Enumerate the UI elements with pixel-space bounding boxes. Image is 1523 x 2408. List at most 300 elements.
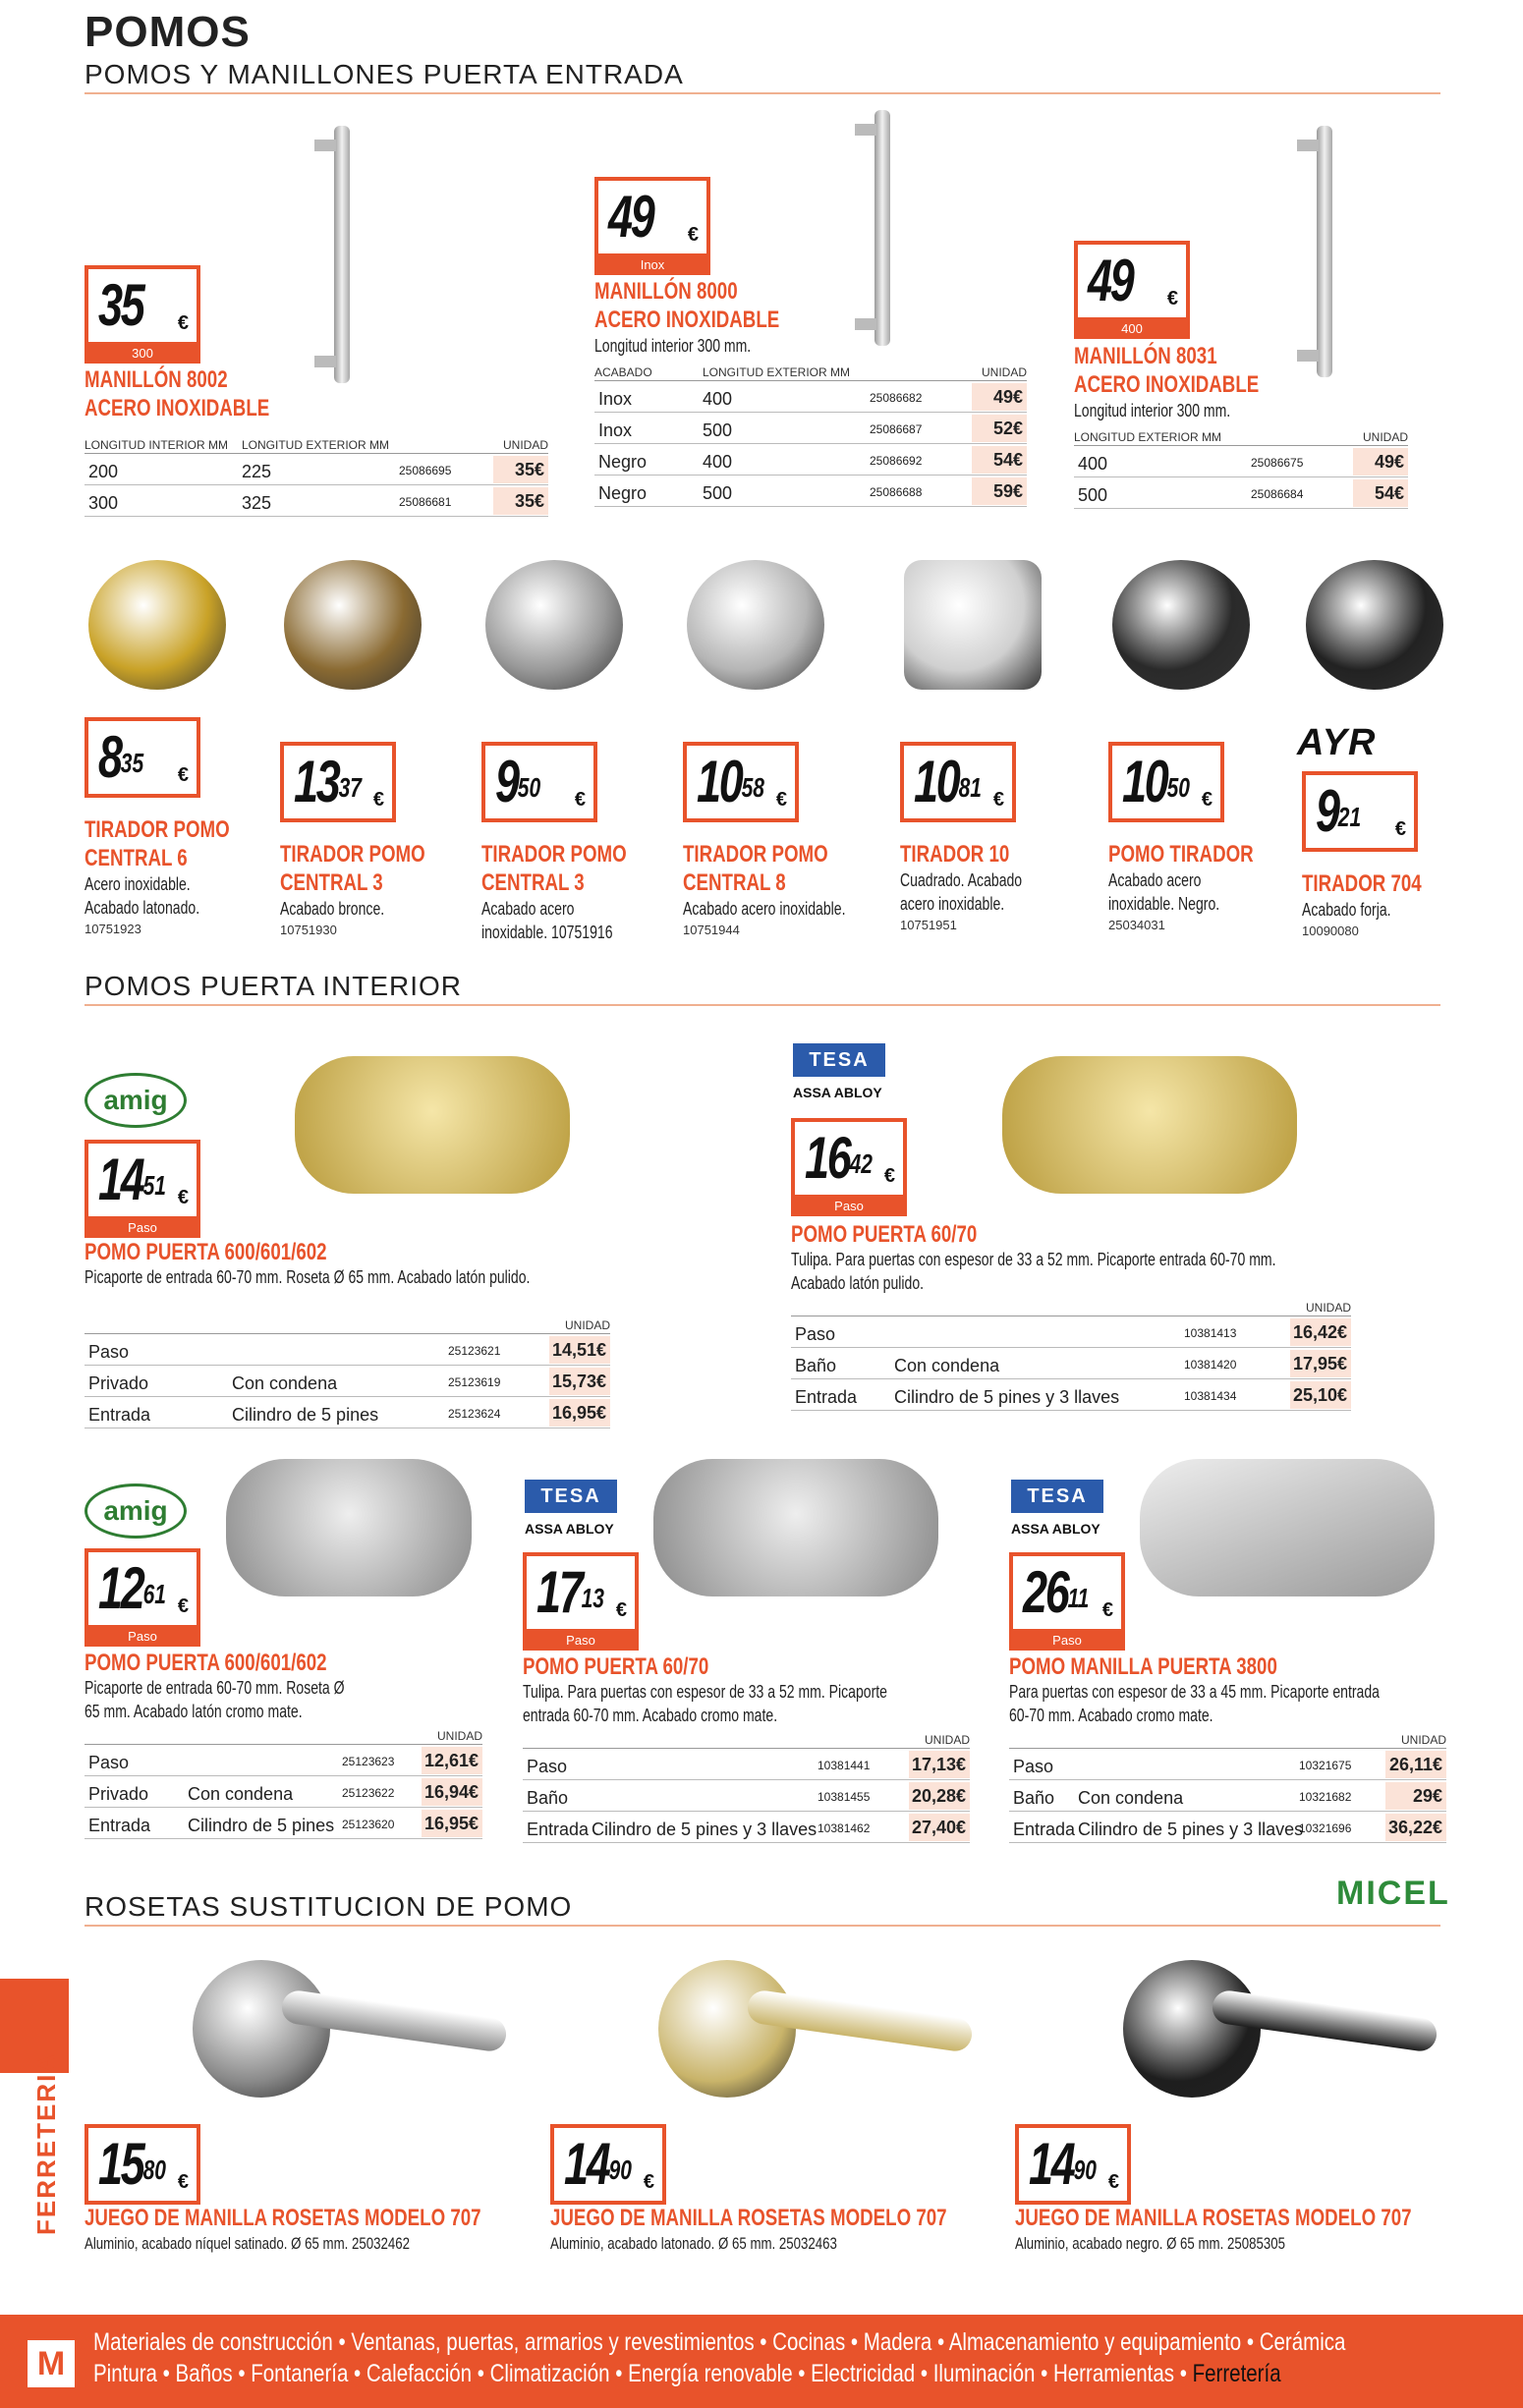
price-decimal: 81 — [958, 772, 982, 803]
price-value — [294, 748, 362, 816]
handle-post — [855, 318, 876, 330]
product-name: MANILLÓN 8002 — [85, 366, 228, 393]
row-price: 12,61€ — [422, 1747, 482, 1774]
row-code: 25123619 — [448, 1375, 501, 1389]
price-value — [1122, 748, 1190, 816]
row-price: 17,95€ — [1290, 1350, 1351, 1377]
price-integer: 26 — [1023, 1559, 1068, 1625]
price-variant: Paso — [85, 1627, 200, 1647]
row-feature: Con condena — [188, 1784, 294, 1804]
price-table — [85, 1725, 482, 1839]
table-header — [1009, 1729, 1446, 1749]
price-decimal: 11 — [1067, 1583, 1090, 1613]
price-value — [697, 748, 764, 816]
price-variant: Paso — [1009, 1631, 1125, 1651]
product-description: Picaporte de entrada 60-70 mm. Roseta Ø 65 mm. Acabado latón pulido. — [85, 1267, 531, 1287]
row-code: 25123622 — [342, 1786, 395, 1800]
row-feature: Cilindro de 5 pines y 3 llaves — [1078, 1820, 1304, 1839]
price-integer: 17 — [536, 1559, 582, 1625]
product-description: acero inoxidable. — [900, 894, 1005, 914]
product-description: Aluminio, acabado latonado. Ø 65 mm. 25032463 — [550, 2234, 837, 2253]
product-name: JUEGO DE MANILLA ROSETAS MODELO 707 — [1015, 2205, 1412, 2231]
euro-symbol: € — [177, 2171, 189, 2193]
price-value — [98, 1146, 166, 1214]
price-table — [85, 434, 548, 517]
row-type: Entrada — [1013, 1820, 1076, 1839]
row-type: Entrada — [88, 1816, 151, 1835]
product-description: Cuadrado. Acabado — [900, 870, 1023, 890]
row-type: Privado — [88, 1784, 149, 1804]
price-decimal: 50 — [1166, 772, 1190, 803]
row-price: 15,73€ — [549, 1368, 610, 1395]
product-name: MANILLÓN 8000 — [594, 278, 738, 305]
row-code: 10381420 — [1184, 1358, 1237, 1372]
euro-symbol: € — [1107, 2171, 1119, 2193]
table-row — [523, 1812, 970, 1843]
table-header — [85, 434, 548, 454]
amig-logo: amig — [85, 1484, 187, 1539]
table-header — [85, 1725, 482, 1745]
product-model: CENTRAL 3 — [280, 869, 383, 896]
price-value — [1088, 247, 1133, 315]
euro-symbol: € — [177, 312, 189, 334]
row-type: Baño — [795, 1356, 837, 1375]
handle-post — [1297, 350, 1319, 362]
column-header: UNIDAD — [1305, 1301, 1351, 1315]
price-table — [594, 362, 1027, 507]
rosette-image — [658, 1960, 796, 2098]
knob-image — [1112, 560, 1250, 690]
euro-symbol: € — [177, 1187, 189, 1208]
row-price: 26,11€ — [1385, 1751, 1446, 1778]
price-integer: 14 — [98, 1147, 143, 1212]
price-integer: 10 — [1122, 749, 1167, 814]
price-value — [98, 1554, 166, 1623]
row-code: 10381441 — [818, 1759, 871, 1772]
row-code: 10321682 — [1299, 1790, 1352, 1804]
column-header: UNIDAD — [924, 1733, 970, 1747]
handle-post — [855, 124, 876, 136]
price-value — [564, 2130, 632, 2199]
price-decimal: 13 — [581, 1583, 604, 1613]
table-row — [791, 1316, 1351, 1348]
product-name: TIRADOR POMO — [683, 841, 828, 868]
row-price: 27,40€ — [909, 1814, 970, 1841]
price-decimal: 42 — [849, 1148, 873, 1179]
tesa-logo: TESA — [525, 1480, 617, 1513]
footer — [0, 2315, 1523, 2408]
table-header — [85, 1315, 610, 1334]
row-value: 400 — [703, 452, 733, 472]
section-rule — [85, 1925, 1440, 1927]
row-value: 300 — [88, 493, 119, 513]
row-type: Paso — [88, 1753, 130, 1772]
price-tag — [523, 1552, 639, 1648]
price-decimal: 80 — [142, 2155, 166, 2185]
product-description: entrada 60-70 mm. Acabado cromo mate. — [523, 1706, 778, 1725]
price-tag — [550, 2124, 666, 2205]
row-value: 500 — [1078, 485, 1108, 505]
product-description: Acero inoxidable. — [85, 874, 191, 894]
price-integer: 9 — [1316, 778, 1338, 844]
price-integer: 13 — [294, 749, 339, 814]
knob-image — [485, 560, 623, 690]
row-code: 25086675 — [1251, 456, 1304, 470]
product-name: POMO TIRADOR — [1108, 841, 1254, 868]
product-description: 65 mm. Acabado latón cromo mate. — [85, 1702, 303, 1721]
product-name: TIRADOR POMO — [481, 841, 627, 868]
row-value: 400 — [1078, 454, 1108, 474]
column-header: ACABADO — [594, 365, 652, 379]
row-value: 500 — [703, 483, 733, 503]
price-decimal: 90 — [608, 2155, 632, 2185]
product-material: ACERO INOXIDABLE — [1074, 371, 1260, 398]
table-row — [791, 1348, 1351, 1379]
row-value: 200 — [88, 462, 119, 481]
price-integer: 14 — [564, 2131, 609, 2197]
product-name: POMO PUERTA 600/601/602 — [85, 1239, 327, 1265]
table-row — [594, 413, 1027, 444]
column-header: UNIDAD — [436, 1729, 482, 1743]
row-value: Inox — [598, 420, 633, 440]
row-value: 225 — [242, 462, 272, 481]
row-type: Entrada — [795, 1387, 858, 1407]
product-code: 25034031 — [1108, 918, 1165, 932]
price-tag — [1108, 742, 1224, 822]
euro-symbol: € — [177, 764, 189, 786]
price-variant: Paso — [85, 1218, 200, 1238]
tesa-logo: TESA — [1011, 1480, 1103, 1513]
sidebar-label: FERRETERIA — [31, 2051, 61, 2235]
footer-current-category: Ferretería — [1192, 2360, 1281, 2387]
product-name: POMO PUERTA 600/601/602 — [85, 1650, 327, 1676]
page-title: POMOS — [85, 8, 251, 56]
euro-symbol: € — [883, 1165, 895, 1187]
column-header: UNIDAD — [981, 365, 1027, 379]
product-name: JUEGO DE MANILLA ROSETAS MODELO 707 — [550, 2205, 947, 2231]
price-tag — [85, 717, 200, 798]
column-header: UNIDAD — [502, 438, 548, 452]
price-value — [805, 1124, 873, 1193]
column-header: UNIDAD — [564, 1318, 610, 1332]
price-tag — [683, 742, 799, 822]
row-code: 25123620 — [342, 1818, 395, 1831]
row-value: Negro — [598, 483, 648, 503]
row-type: Privado — [88, 1373, 149, 1393]
product-name: JUEGO DE MANILLA ROSETAS MODELO 707 — [85, 2205, 481, 2231]
product-description: Aluminio, acabado níquel satinado. Ø 65 mm. 25032462 — [85, 2234, 410, 2253]
product-name: POMO PUERTA 60/70 — [523, 1653, 709, 1680]
price-table — [791, 1297, 1351, 1411]
table-row — [85, 485, 548, 517]
table-header — [523, 1729, 970, 1749]
price-tag — [280, 742, 396, 822]
price-value — [1023, 1558, 1089, 1627]
euro-symbol: € — [372, 789, 384, 811]
product-name: TIRADOR 10 — [900, 841, 1010, 868]
row-value: Inox — [598, 389, 633, 409]
row-price: 59€ — [972, 477, 1027, 505]
price-variant: 300 — [85, 344, 200, 364]
product-description: Acabado acero inoxidable. — [683, 899, 846, 919]
row-price: 20,28€ — [909, 1782, 970, 1810]
tesa-logo: TESA — [793, 1043, 885, 1077]
row-price: 49€ — [1353, 448, 1408, 476]
row-code: 10381455 — [818, 1790, 871, 1804]
price-decimal: 35 — [120, 748, 144, 778]
knob-image — [284, 560, 422, 690]
row-feature: Cilindro de 5 pines y 3 llaves — [592, 1820, 818, 1839]
price-integer: 49 — [1088, 248, 1133, 313]
row-price: 54€ — [972, 446, 1027, 474]
price-value — [98, 271, 143, 340]
handle-image — [874, 110, 890, 346]
assa-abloy-logo: ASSA ABLOY — [1011, 1521, 1100, 1537]
product-description: inoxidable. Negro. — [1108, 894, 1220, 914]
row-price: 16,95€ — [422, 1810, 482, 1837]
price-value — [1029, 2130, 1097, 2199]
product-description: Para puertas con espesor de 33 a 45 mm. Picaporte entrada — [1009, 1682, 1380, 1702]
column-header: LONGITUD INTERIOR MM — [85, 438, 228, 452]
product-code: 10090080 — [1302, 924, 1359, 938]
product-description: Acabado forja. — [1302, 900, 1391, 920]
price-integer: 35 — [98, 272, 143, 338]
handle-image — [1317, 126, 1332, 377]
row-price: 16,94€ — [422, 1778, 482, 1806]
assa-abloy-logo: ASSA ABLOY — [793, 1085, 882, 1100]
euro-symbol: € — [643, 2171, 654, 2193]
column-header: UNIDAD — [1362, 430, 1408, 444]
price-integer: 12 — [98, 1555, 143, 1621]
handle-image — [334, 126, 350, 383]
row-feature: Con condena — [894, 1356, 1000, 1375]
row-code: 10321675 — [1299, 1759, 1352, 1772]
price-decimal: 90 — [1073, 2155, 1097, 2185]
row-code: 10381413 — [1184, 1326, 1237, 1340]
table-header — [791, 1297, 1351, 1316]
table-row — [85, 1334, 610, 1366]
amig-logo: amig — [85, 1073, 187, 1128]
product-description: Longitud interior 300 mm. — [594, 336, 752, 356]
product-description: 60-70 mm. Acabado cromo mate. — [1009, 1706, 1213, 1725]
knob-image — [687, 560, 824, 690]
row-type: Paso — [1013, 1757, 1054, 1776]
euro-symbol: € — [615, 1599, 627, 1621]
row-code: 25086695 — [399, 464, 452, 477]
price-tag — [85, 1140, 200, 1235]
price-decimal: 51 — [142, 1170, 166, 1201]
row-price: 14,51€ — [549, 1336, 610, 1364]
handle-post — [314, 356, 336, 367]
product-name: TIRADOR POMO — [85, 816, 230, 843]
lock-image — [295, 1056, 570, 1194]
price-decimal: 21 — [1337, 802, 1362, 832]
product-name: TIRADOR 704 — [1302, 870, 1422, 897]
row-type: Paso — [795, 1324, 836, 1344]
product-material: ACERO INOXIDABLE — [85, 395, 270, 421]
footer-categories-1: Materiales de construcción • Ventanas, puertas, armarios y revestimientos • Cocinas • Madera • Almacenamiento y equipamiento • Cerámica — [93, 2328, 1346, 2356]
table-row — [1009, 1749, 1446, 1780]
euro-symbol: € — [775, 789, 787, 811]
column-header: LONGITUD EXTERIOR MM — [1074, 430, 1222, 444]
euro-symbol: € — [687, 224, 699, 246]
column-header: LONGITUD EXTERIOR MM — [242, 438, 390, 452]
section-title-interior: POMOS PUERTA INTERIOR — [85, 971, 463, 1001]
price-integer: 10 — [914, 749, 959, 814]
price-value — [495, 748, 540, 816]
price-value — [98, 723, 143, 792]
table-row — [594, 381, 1027, 413]
table-row — [85, 1366, 610, 1397]
row-code: 25086692 — [870, 454, 923, 468]
row-type: Paso — [527, 1757, 568, 1776]
price-value — [1316, 777, 1361, 846]
row-price: 35€ — [493, 456, 548, 483]
row-price: 49€ — [972, 383, 1027, 411]
row-price: 35€ — [493, 487, 548, 515]
product-description: inoxidable. 10751916 — [481, 923, 613, 942]
row-value: 500 — [703, 420, 733, 440]
product-description: Acabado acero — [1108, 870, 1202, 890]
price-integer: 9 — [495, 749, 518, 814]
table-row — [523, 1749, 970, 1780]
row-code: 10381434 — [1184, 1389, 1237, 1403]
product-description: Longitud interior 300 mm. — [1074, 401, 1231, 420]
rosette-image — [193, 1960, 330, 2098]
table-row — [1009, 1780, 1446, 1812]
price-integer: 14 — [1029, 2131, 1074, 2197]
price-integer: 49 — [608, 184, 653, 250]
row-price: 17,13€ — [909, 1751, 970, 1778]
price-value — [608, 183, 653, 252]
price-decimal: 37 — [338, 772, 362, 803]
row-feature: Cilindro de 5 pines y 3 llaves — [894, 1387, 1120, 1407]
section-rule — [85, 1004, 1440, 1006]
euro-symbol: € — [1101, 1599, 1113, 1621]
row-price: 29€ — [1385, 1782, 1446, 1810]
price-integer: 8 — [98, 724, 121, 790]
price-tag — [900, 742, 1016, 822]
euro-symbol: € — [177, 1596, 189, 1617]
product-name: TIRADOR POMO — [280, 841, 425, 868]
price-integer: 10 — [697, 749, 742, 814]
euro-symbol: € — [1166, 288, 1178, 309]
price-tag — [594, 177, 710, 272]
section-title-entrada: POMOS Y MANILLONES PUERTA ENTRADA — [85, 59, 684, 89]
euro-symbol: € — [1201, 789, 1213, 811]
row-type: Paso — [88, 1342, 130, 1362]
euro-symbol: € — [1394, 818, 1406, 840]
row-type: Baño — [527, 1788, 569, 1808]
row-code: 25086684 — [1251, 487, 1304, 501]
product-name: POMO MANILLA PUERTA 3800 — [1009, 1653, 1277, 1680]
row-feature: Cilindro de 5 pines — [232, 1405, 379, 1425]
lock-image — [1002, 1056, 1297, 1194]
row-feature: Cilindro de 5 pines — [188, 1816, 335, 1835]
row-type: Entrada — [88, 1405, 151, 1425]
row-code: 25086682 — [870, 391, 923, 405]
table-row — [85, 1745, 482, 1776]
product-description: Picaporte de entrada 60-70 mm. Roseta Ø — [85, 1678, 345, 1698]
product-name: POMO PUERTA 60/70 — [791, 1221, 978, 1248]
price-value — [98, 2130, 166, 2199]
handle-post — [314, 140, 336, 151]
product-description: Acabado latón pulido. — [791, 1273, 925, 1293]
price-table — [1074, 426, 1408, 509]
price-decimal: 61 — [142, 1579, 166, 1609]
brand-logo: M — [28, 2340, 75, 2387]
product-material: ACERO INOXIDABLE — [594, 307, 780, 333]
table-row — [1009, 1812, 1446, 1843]
price-tag — [1302, 771, 1418, 852]
price-tag — [85, 1548, 200, 1644]
product-description: Acabado bronce. — [280, 899, 385, 919]
price-tag — [1015, 2124, 1131, 2205]
price-value — [914, 748, 982, 816]
row-feature: Con condena — [232, 1373, 338, 1393]
row-price: 54€ — [1353, 479, 1408, 507]
product-description: Aluminio, acabado negro. Ø 65 mm. 25085305 — [1015, 2234, 1285, 2253]
row-price: 25,10€ — [1290, 1381, 1351, 1409]
table-row — [523, 1780, 970, 1812]
price-tag — [85, 2124, 200, 2205]
price-tag — [791, 1118, 907, 1213]
price-integer: 15 — [98, 2131, 143, 2197]
table-row — [1074, 477, 1408, 509]
row-code: 25123623 — [342, 1755, 395, 1768]
section-rule — [85, 92, 1440, 94]
row-code: 25123621 — [448, 1344, 501, 1358]
handle-post — [1297, 140, 1319, 151]
product-code: 10751951 — [900, 918, 957, 932]
lock-image — [653, 1459, 938, 1596]
price-integer: 16 — [805, 1125, 850, 1191]
price-table — [1009, 1729, 1446, 1843]
row-price: 16,42€ — [1290, 1318, 1351, 1346]
price-value — [536, 1558, 604, 1627]
euro-symbol: € — [992, 789, 1004, 811]
product-description: Acabado latonado. — [85, 898, 200, 918]
table-row — [85, 1808, 482, 1839]
table-row — [594, 476, 1027, 507]
product-description: Tulipa. Para puertas con espesor de 33 a 52 mm. Picaporte — [523, 1682, 887, 1702]
price-tag — [85, 265, 200, 361]
table-row — [85, 454, 548, 485]
row-code: 25086681 — [399, 495, 452, 509]
price-table — [523, 1729, 970, 1843]
row-value: 400 — [703, 389, 733, 409]
micel-logo: MICEL — [1336, 1875, 1450, 1912]
euro-symbol: € — [574, 789, 586, 811]
row-code: 25086688 — [870, 485, 923, 499]
row-type: Baño — [1013, 1788, 1055, 1808]
knob-image — [88, 560, 226, 690]
product-description: Acabado acero — [481, 899, 575, 919]
row-price: 52€ — [972, 415, 1027, 442]
row-price: 16,95€ — [549, 1399, 610, 1427]
table-row — [594, 444, 1027, 476]
row-code: 25086687 — [870, 422, 923, 436]
product-model: CENTRAL 6 — [85, 845, 188, 871]
footer-categories-2: Pintura • Baños • Fontanería • Calefacción • Climatización • Energía renovable • Electricidad • Iluminación • Herramientas • Ferretería — [93, 2360, 1281, 2387]
row-value: Negro — [598, 452, 648, 472]
column-header: LONGITUD EXTERIOR MM — [703, 365, 851, 379]
table-row — [791, 1379, 1351, 1411]
price-decimal: 58 — [741, 772, 764, 803]
row-code: 10381462 — [818, 1821, 871, 1835]
row-type: Entrada — [527, 1820, 590, 1839]
ayr-logo: AYR — [1297, 722, 1377, 763]
